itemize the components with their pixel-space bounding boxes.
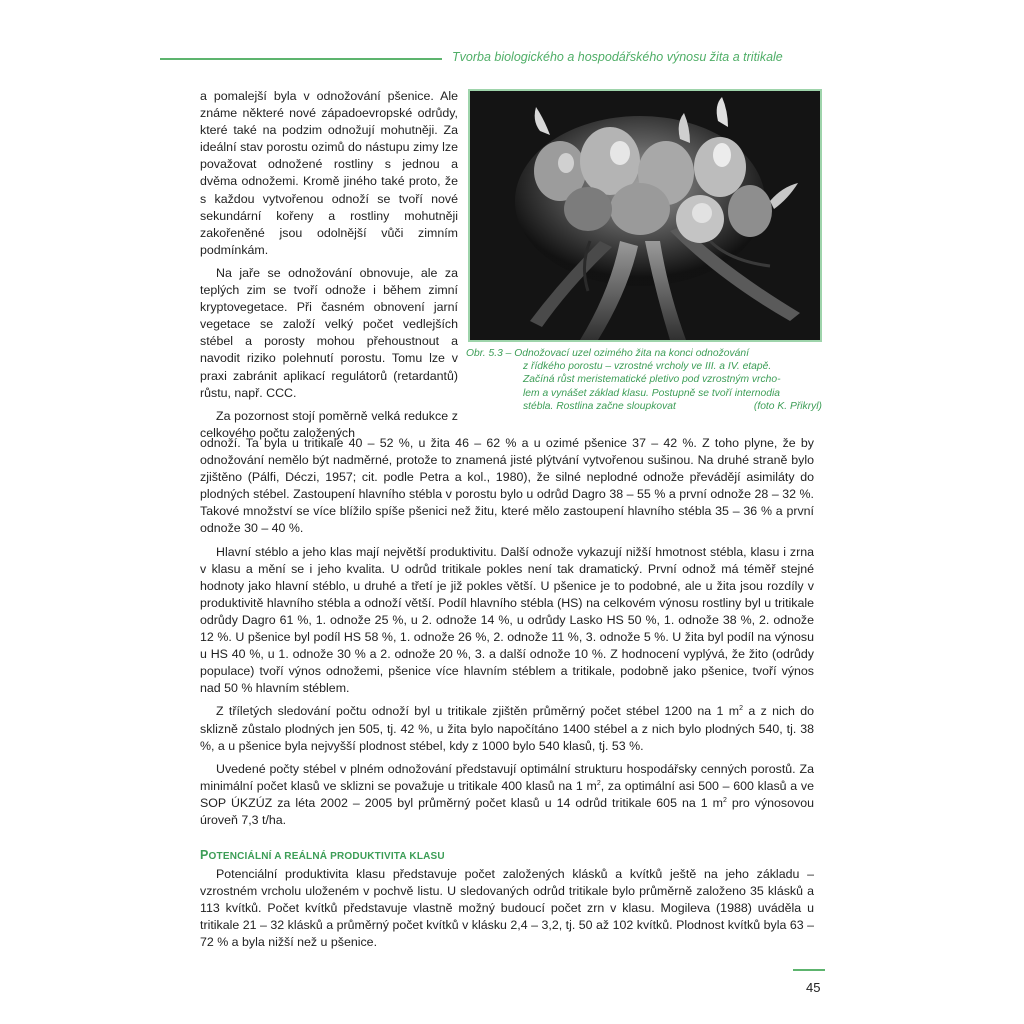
- paragraph-6-c: pro výnosovou úroveň 7,3 t/ha.: [200, 795, 814, 827]
- paragraph-5-a: Z tříletých sledování počtu odnoží byl u tritikale zjištěn průměrný počet stébel 1200 na 1 m: [216, 704, 740, 719]
- caption-line-2: z řídkého porostu – vzrostné vrcholy ve III. a IV. etapě.: [523, 361, 772, 373]
- header-rule: [160, 58, 442, 60]
- full-width-text: [200, 435, 814, 829]
- superscript: 2: [722, 796, 727, 804]
- paragraph-1: a pomalejší byla v odnožování pšenice. Ale známe některé nové západoevropské odrůdy, které také na podzim odnožují mohutněji. Za ideální stav porostu ozimů do nástupu zimy lze považovat odnožené rostliny s jednou a dvěma odnožemi. Kromě jiného také proto, že s každou vytvořenou odnoží se tvoří nové sekundární kořeny a rostliny mohutněji zakořeněné jsou odolnější vůči zimním podmínkám.: [200, 89, 458, 257]
- running-header-title: Tvorba biologického a hospodářského výnosu žita a tritikale: [452, 50, 783, 64]
- tillering-node-photo: [470, 91, 820, 340]
- paragraph-6-b: , za optimální asi 500 – 600 klasů a ve SOP ÚKZÚZ za léta 2002 – 2005 byl průměrný počet klasů u 14 odrůd tritikale 605 na 1 m: [200, 778, 814, 810]
- left-column: [200, 88, 458, 442]
- footer-rule: [793, 969, 825, 971]
- figure-caption: [466, 347, 828, 413]
- figure-photo: [468, 89, 822, 342]
- paragraph-6-a: Uvedené počty stébel v plném odnožování představují optimální strukturu hospodářsky cenných porostů. Za minimální počet klasů ve sklizni se považuje u tritikale 400 klasů na 1 m: [200, 761, 814, 793]
- paragraph-6: [200, 761, 814, 829]
- caption-line-3: Začíná růst meristematické pletivo pod vzrostným vrcho-: [523, 374, 781, 386]
- section-heading-rest: OTENCIÁLNÍ A REÁLNÁ PRODUKTIVITA KLASU: [208, 851, 445, 862]
- section-paragraph-1: Potenciální produktivita klasu představuje počet založených klásků a kvítků ještě na jeho základu – vzrostném vrcholu uloženém v pochvě listu. U sledovaných odrůd tritikale bylo průměrně založeno 35 klásků a 113 kvítků. Počet kvítků představuje vlastně možný budoucí počet zrn v klasu. Mogileva (1988) uváděla u tritikale 21 – 32 klásků a průměrný počet kvítků v klásku 2,4 – 3,2, tj. 50 až 102 kvítků. Plodnost kvítků byla 63 – 72 % a byla nižší než u pšenice.: [200, 867, 814, 950]
- section-heading: [200, 848, 445, 862]
- section-text: [200, 866, 814, 951]
- caption-line-5-text: stébla. Rostlina začne sloupkovat: [523, 400, 676, 412]
- paragraph-4: Hlavní stéblo a jeho klas mají největší produktivitu. Další odnože vykazují nižší hmotnost stébla, klasu i zrna v klasu a mění se i jeho kvalita. U odrůd tritikale pokles není tak dramatický. První odnož má téměř stejné hodnoty jako hlavní stéblo, u druhé a třetí je již pokles větší. U pšenice je to podobné, ale u žita jsou rozdíly v produktivitě hlavního stébla a odnoží větší. Podíl hlavního stébla (HS) na celkovém výnosu rostliny byl u tritikale odrůdy Dagro 61 %, 1. odnože 25 %, u 2. odnože 14 %, u odrůdy Lasko HS 50 %, 1. odnože 38 %, 2. odnože 12 %. U pšenice byl podíl HS 58 %, 1. odnože 26 %, 2. odnože 11 %, 3. odnože 5 %. U žita byl podíl na výnosu u HS 40 %, u 1. odnože 30 % a 2. odnože 20 %, 3. a další odnože 10 %. Z hodnocení vyplývá, že žito (odrůdy populace) tvoří výnos odnožemi, pšenice více hlavním stéblem a tritikale, podobně jako pšenice, tvoří výnos nad 50 % hlavním stéblem.: [200, 544, 814, 696]
- paragraph-5-b: a z nich do sklizně zůstalo plodných jen 505, tj. 42 %, u žita bylo napočítáno 1400 stébel a z nich bylo plodných 540, tj. 38 %, a u pšenice byla nejvyšší plodnost stébel, kdy z 1000 bylo 540 klasů, tj. 53 %.: [200, 704, 814, 753]
- paragraph-5: [200, 703, 814, 754]
- page-number: 45: [806, 980, 821, 995]
- caption-line-5: [466, 400, 828, 413]
- photo-credit: (foto K. Přikryl): [753, 400, 822, 412]
- section-heading-initial: P: [200, 848, 209, 862]
- paragraph-2: Na jaře se odnožování obnovuje, ale za teplých zim se tvoří odnože i během zimní kryptovegetace. Při časném obnovení jarní vegetace se založí velký počet vedlejších stébel a porosty mohou přehoustnout a navodit riziko polehnutí porostu. Tomu lze v praxi zabránit aplikací regulátorů (retardantů) růstu, např. CCC.: [200, 265, 458, 400]
- superscript: 2: [739, 705, 743, 713]
- caption-line-1: Obr. 5.3 – Odnožovací uzel ozimého žita na konci odnožování: [466, 348, 749, 359]
- superscript: 2: [596, 779, 601, 787]
- paragraph-3-continued: odnoží. Ta byla u tritikale 40 – 52 %, u žita 46 – 62 % a u ozimé pšenice 37 – 42 %. Z toho plyne, že by odnožování nemělo být nadměrné, protože to znamená jisté plýtvání vytvořenou sušinou. Na druhé straně bylo zjištěno (Pálfi, Déczi, 1957; cit. podle Petra a kol., 1980), že silné neplodné odnože převádějí asimiláty do plodných stébel. Zastoupení hlavního stébla v porostu bylo u odrůd Dagro 38 – 55 % a první odnože 28 – 32 %. Takové množství se více blížilo spíše pšenici než žitu, které mělo zastoupení hlavního stébla 35 – 36 % a první odnože 30 – 40 %.: [200, 436, 814, 536]
- caption-line-4: lem a vynášet základ klasu. Postupně se tvoří internodia: [523, 387, 780, 399]
- paragraph-3-start: Za pozornost stojí poměrně velká redukce z celkového počtu založených: [200, 408, 458, 440]
